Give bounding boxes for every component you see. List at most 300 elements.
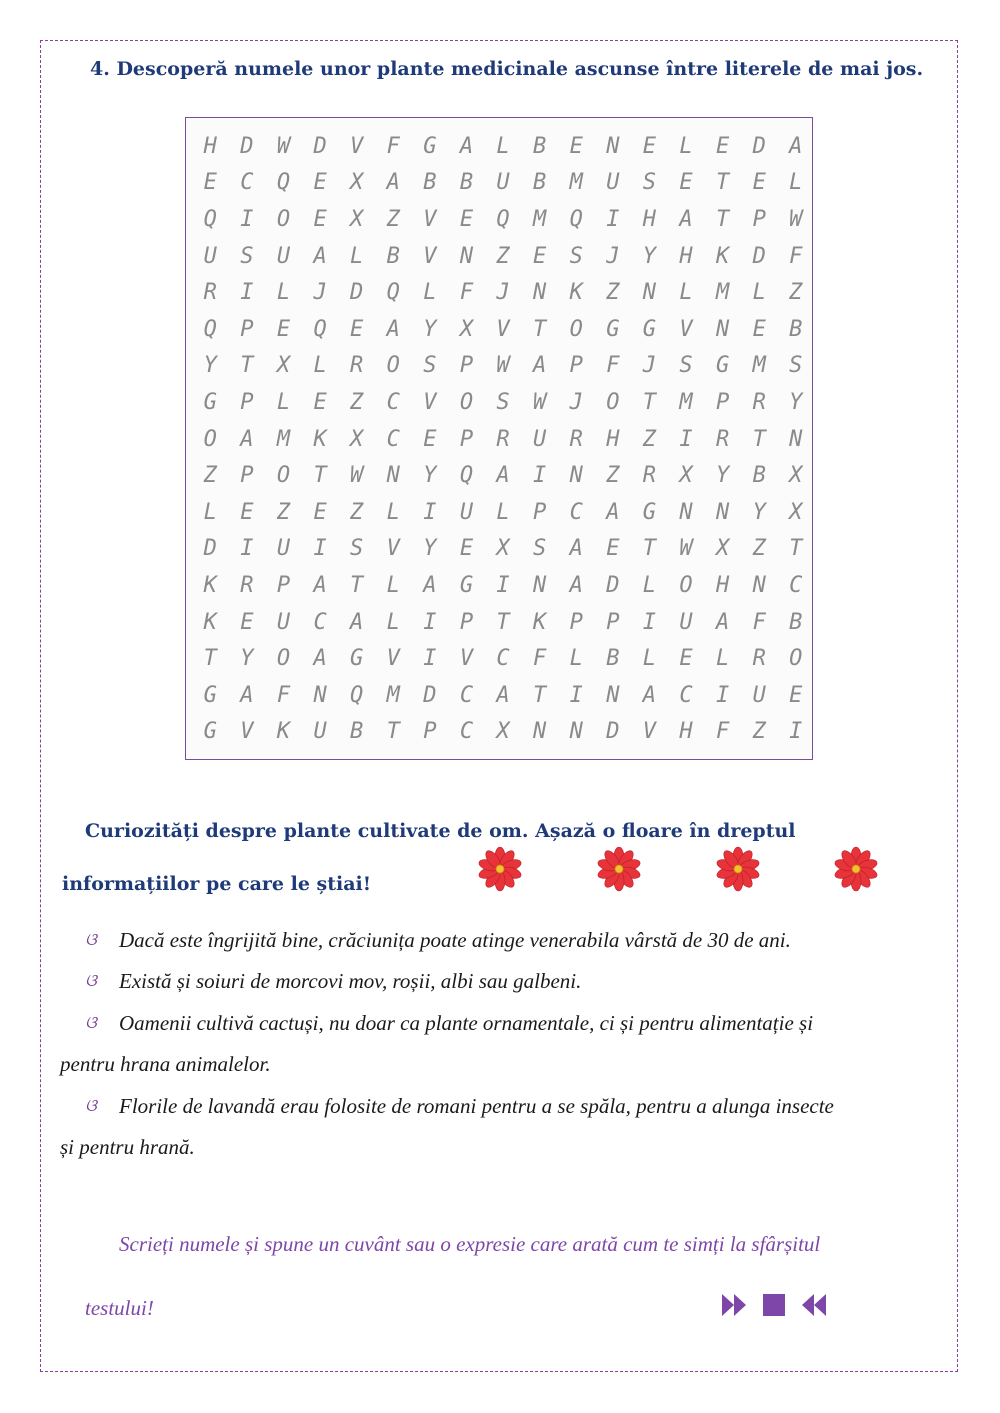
- grid-letter[interactable]: U: [606, 170, 620, 196]
- grid-letter[interactable]: L: [789, 170, 803, 196]
- grid-letter[interactable]: D: [752, 243, 766, 269]
- grid-letter[interactable]: E: [313, 206, 327, 232]
- grid-letter[interactable]: K: [715, 243, 730, 269]
- grid-letter[interactable]: L: [386, 499, 400, 525]
- grid-letter[interactable]: E: [642, 133, 657, 159]
- grid-letter[interactable]: U: [679, 609, 693, 635]
- grid-letter[interactable]: F: [276, 682, 291, 708]
- grid-letter[interactable]: C: [386, 426, 400, 452]
- grid-letter[interactable]: U: [276, 243, 291, 269]
- grid-letter[interactable]: Y: [423, 536, 437, 562]
- grid-letter[interactable]: N: [533, 572, 547, 598]
- grid-letter[interactable]: P: [752, 206, 766, 232]
- grid-letter[interactable]: E: [569, 133, 583, 159]
- grid-letter[interactable]: Z: [350, 499, 364, 525]
- grid-letter[interactable]: T: [533, 682, 547, 708]
- grid-letter[interactable]: E: [459, 206, 474, 232]
- grid-letter[interactable]: P: [423, 719, 437, 745]
- grid-letter[interactable]: P: [569, 353, 583, 379]
- grid-letter[interactable]: S: [569, 243, 583, 269]
- grid-letter[interactable]: V: [423, 389, 437, 415]
- grid-letter[interactable]: U: [752, 682, 766, 708]
- grid-letter[interactable]: N: [533, 280, 547, 306]
- grid-letter[interactable]: N: [533, 719, 547, 745]
- grid-letter[interactable]: P: [569, 609, 583, 635]
- grid-letter[interactable]: C: [459, 682, 474, 708]
- grid-letter[interactable]: A: [533, 353, 547, 379]
- grid-letter[interactable]: A: [240, 682, 254, 708]
- grid-letter[interactable]: T: [533, 316, 547, 342]
- grid-letter[interactable]: Z: [276, 499, 291, 525]
- grid-letter[interactable]: Y: [789, 389, 803, 415]
- grid-letter[interactable]: D: [240, 133, 254, 159]
- grid-letter[interactable]: G: [715, 353, 730, 379]
- grid-letter[interactable]: T: [240, 353, 254, 379]
- grid-letter[interactable]: S: [789, 353, 803, 379]
- grid-letter[interactable]: D: [606, 719, 620, 745]
- grid-letter[interactable]: E: [276, 316, 291, 342]
- grid-letter[interactable]: E: [423, 426, 437, 452]
- grid-letter[interactable]: J: [496, 280, 510, 306]
- grid-letter[interactable]: T: [313, 463, 327, 489]
- grid-letter[interactable]: W: [350, 463, 364, 489]
- grid-letter[interactable]: R: [642, 463, 657, 489]
- grid-letter[interactable]: T: [642, 536, 657, 562]
- rewind-icon[interactable]: [798, 1292, 828, 1318]
- grid-letter[interactable]: X: [496, 536, 510, 562]
- grid-letter[interactable]: C: [679, 682, 693, 708]
- grid-letter[interactable]: M: [276, 426, 291, 452]
- grid-letter[interactable]: T: [386, 719, 400, 745]
- grid-letter[interactable]: B: [533, 170, 547, 196]
- grid-letter[interactable]: G: [606, 316, 620, 342]
- grid-letter[interactable]: N: [569, 719, 583, 745]
- grid-letter[interactable]: Z: [606, 280, 620, 306]
- grid-letter[interactable]: V: [386, 646, 400, 672]
- grid-letter[interactable]: I: [715, 682, 730, 708]
- grid-letter[interactable]: H: [606, 426, 620, 452]
- grid-letter[interactable]: O: [276, 463, 291, 489]
- grid-letter[interactable]: D: [313, 133, 327, 159]
- grid-letter[interactable]: Y: [423, 316, 437, 342]
- bullet-icon: ଓ: [85, 930, 97, 950]
- grid-letter[interactable]: X: [679, 463, 693, 489]
- grid-letter[interactable]: R: [752, 389, 766, 415]
- grid-letter[interactable]: G: [350, 646, 364, 672]
- grid-letter[interactable]: I: [642, 609, 657, 635]
- grid-letter[interactable]: A: [350, 609, 364, 635]
- grid-letter[interactable]: L: [679, 280, 693, 306]
- grid-letter[interactable]: R: [569, 426, 583, 452]
- grid-letter[interactable]: L: [203, 499, 217, 525]
- grid-letter[interactable]: I: [240, 280, 254, 306]
- grid-letter[interactable]: S: [350, 536, 364, 562]
- grid-letter[interactable]: W: [276, 133, 291, 159]
- grid-letter[interactable]: G: [203, 682, 217, 708]
- grid-letter[interactable]: H: [203, 133, 217, 159]
- grid-letter[interactable]: P: [606, 609, 620, 635]
- grid-letter[interactable]: C: [496, 646, 510, 672]
- grid-letter[interactable]: A: [569, 572, 583, 598]
- grid-letter[interactable]: N: [569, 463, 583, 489]
- grid-letter[interactable]: V: [642, 719, 657, 745]
- grid-letter[interactable]: G: [203, 389, 217, 415]
- grid-letter[interactable]: C: [240, 170, 254, 196]
- grid-letter[interactable]: S: [642, 170, 657, 196]
- flower-icon[interactable]: [715, 846, 761, 892]
- grid-letter[interactable]: Q: [386, 280, 400, 306]
- grid-letter[interactable]: N: [459, 243, 474, 269]
- forward-icon[interactable]: [720, 1292, 750, 1318]
- grid-letter[interactable]: L: [642, 572, 657, 598]
- grid-letter[interactable]: L: [496, 499, 510, 525]
- grid-letter[interactable]: O: [203, 426, 217, 452]
- fact-item: Există și soiuri de morcovi mov, roșii, albi sau galbeni.: [119, 969, 582, 993]
- grid-letter[interactable]: C: [313, 609, 327, 635]
- grid-letter[interactable]: G: [459, 572, 474, 598]
- grid-letter[interactable]: A: [313, 572, 327, 598]
- grid-letter[interactable]: O: [386, 353, 400, 379]
- grid-letter[interactable]: S: [240, 243, 254, 269]
- grid-letter[interactable]: B: [423, 170, 437, 196]
- grid-letter[interactable]: K: [203, 572, 217, 598]
- grid-letter[interactable]: R: [203, 280, 217, 306]
- grid-letter[interactable]: Q: [496, 206, 510, 232]
- grid-letter[interactable]: P: [240, 463, 254, 489]
- grid-letter[interactable]: N: [606, 682, 620, 708]
- grid-letter[interactable]: V: [423, 206, 437, 232]
- grid-letter[interactable]: F: [533, 646, 547, 672]
- grid-letter[interactable]: E: [789, 682, 803, 708]
- grid-letter[interactable]: J: [569, 389, 583, 415]
- grid-letter[interactable]: A: [386, 170, 400, 196]
- grid-letter[interactable]: A: [569, 536, 583, 562]
- grid-letter[interactable]: E: [679, 646, 693, 672]
- grid-letter[interactable]: B: [533, 133, 547, 159]
- grid-letter[interactable]: J: [642, 353, 657, 379]
- grid-letter[interactable]: S: [496, 389, 510, 415]
- grid-letter[interactable]: U: [276, 536, 291, 562]
- grid-letter[interactable]: I: [313, 536, 327, 562]
- grid-letter[interactable]: A: [789, 133, 803, 159]
- grid-letter[interactable]: K: [533, 609, 547, 635]
- grid-letter[interactable]: N: [679, 499, 693, 525]
- grid-letter[interactable]: T: [752, 426, 766, 452]
- grid-letter[interactable]: M: [752, 353, 766, 379]
- grid-letter[interactable]: P: [276, 572, 291, 598]
- grid-letter[interactable]: P: [533, 499, 547, 525]
- grid-letter[interactable]: Q: [313, 316, 327, 342]
- grid-letter[interactable]: D: [350, 280, 364, 306]
- grid-letter[interactable]: U: [313, 719, 327, 745]
- grid-letter[interactable]: M: [569, 170, 583, 196]
- grid-letter[interactable]: W: [533, 389, 547, 415]
- grid-letter[interactable]: N: [642, 280, 657, 306]
- grid-letter[interactable]: L: [496, 133, 510, 159]
- grid-letter[interactable]: G: [203, 719, 217, 745]
- grid-letter[interactable]: K: [203, 609, 217, 635]
- grid-letter[interactable]: D: [423, 682, 437, 708]
- grid-letter[interactable]: V: [240, 719, 254, 745]
- grid-letter[interactable]: D: [203, 536, 217, 562]
- grid-letter[interactable]: E: [240, 609, 254, 635]
- grid-letter[interactable]: C: [569, 499, 583, 525]
- grid-letter[interactable]: M: [386, 682, 400, 708]
- grid-letter[interactable]: O: [569, 316, 583, 342]
- grid-letter[interactable]: A: [496, 463, 510, 489]
- grid-letter[interactable]: K: [276, 719, 291, 745]
- grid-letter[interactable]: P: [459, 426, 474, 452]
- grid-letter[interactable]: E: [606, 536, 620, 562]
- grid-letter[interactable]: I: [789, 719, 803, 745]
- grid-letter[interactable]: Z: [752, 536, 766, 562]
- grid-letter[interactable]: T: [203, 646, 217, 672]
- grid-letter[interactable]: W: [679, 536, 693, 562]
- grid-letter[interactable]: A: [606, 499, 620, 525]
- grid-letter[interactable]: L: [715, 646, 730, 672]
- grid-letter[interactable]: X: [276, 353, 291, 379]
- grid-letter[interactable]: A: [423, 572, 437, 598]
- grid-letter[interactable]: E: [752, 316, 766, 342]
- grid-letter[interactable]: K: [313, 426, 327, 452]
- grid-letter[interactable]: Q: [350, 682, 364, 708]
- grid-letter[interactable]: V: [679, 316, 693, 342]
- grid-letter[interactable]: U: [459, 499, 474, 525]
- grid-letter[interactable]: N: [752, 572, 766, 598]
- grid-letter[interactable]: F: [386, 133, 400, 159]
- grid-letter[interactable]: L: [276, 389, 291, 415]
- grid-letter[interactable]: Z: [642, 426, 657, 452]
- grid-letter[interactable]: I: [679, 426, 693, 452]
- grid-letter[interactable]: C: [789, 572, 803, 598]
- grid-letter[interactable]: M: [533, 206, 547, 232]
- grid-letter[interactable]: G: [642, 316, 657, 342]
- grid-letter[interactable]: R: [240, 572, 254, 598]
- grid-letter[interactable]: E: [240, 499, 254, 525]
- grid-letter[interactable]: X: [350, 170, 364, 196]
- grid-letter[interactable]: H: [679, 719, 693, 745]
- grid-letter[interactable]: F: [752, 609, 766, 635]
- grid-letter[interactable]: T: [789, 536, 803, 562]
- grid-letter[interactable]: U: [203, 243, 217, 269]
- grid-letter[interactable]: N: [715, 499, 730, 525]
- grid-letter[interactable]: E: [459, 536, 474, 562]
- grid-letter[interactable]: B: [789, 609, 803, 635]
- grid-letter[interactable]: B: [459, 170, 474, 196]
- grid-letter[interactable]: A: [642, 682, 657, 708]
- grid-letter[interactable]: Y: [642, 243, 657, 269]
- grid-letter[interactable]: L: [752, 280, 766, 306]
- grid-letter[interactable]: A: [715, 609, 730, 635]
- grid-letter[interactable]: X: [350, 206, 364, 232]
- grid-letter[interactable]: G: [642, 499, 657, 525]
- grid-letter[interactable]: Y: [203, 353, 217, 379]
- grid-letter[interactable]: Q: [203, 316, 217, 342]
- grid-letter[interactable]: X: [715, 536, 730, 562]
- grid-letter[interactable]: V: [459, 646, 474, 672]
- grid-letter[interactable]: P: [240, 316, 254, 342]
- grid-letter[interactable]: I: [496, 572, 510, 598]
- grid-letter[interactable]: Q: [276, 170, 291, 196]
- grid-letter[interactable]: W: [496, 353, 510, 379]
- grid-letter[interactable]: H: [715, 572, 730, 598]
- stop-icon[interactable]: [762, 1293, 786, 1317]
- grid-letter[interactable]: B: [386, 243, 400, 269]
- grid-letter[interactable]: E: [313, 170, 327, 196]
- grid-letter[interactable]: N: [715, 316, 730, 342]
- grid-letter[interactable]: V: [423, 243, 437, 269]
- grid-letter[interactable]: B: [789, 316, 803, 342]
- grid-letter[interactable]: Z: [386, 206, 400, 232]
- grid-letter[interactable]: C: [386, 389, 400, 415]
- grid-letter[interactable]: L: [350, 243, 364, 269]
- grid-letter[interactable]: E: [752, 170, 766, 196]
- flower-icon[interactable]: [596, 846, 642, 892]
- grid-letter[interactable]: T: [496, 609, 510, 635]
- grid-letter[interactable]: X: [459, 316, 474, 342]
- grid-letter[interactable]: C: [459, 719, 474, 745]
- grid-letter[interactable]: L: [313, 353, 327, 379]
- grid-letter[interactable]: U: [533, 426, 547, 452]
- grid-letter[interactable]: P: [715, 389, 730, 415]
- grid-letter[interactable]: R: [350, 353, 364, 379]
- grid-letter[interactable]: P: [459, 353, 474, 379]
- grid-letter[interactable]: O: [789, 646, 803, 672]
- grid-letter[interactable]: Z: [752, 719, 766, 745]
- grid-letter[interactable]: I: [240, 536, 254, 562]
- grid-letter[interactable]: L: [423, 280, 437, 306]
- grid-letter[interactable]: V: [386, 536, 400, 562]
- grid-letter[interactable]: Y: [240, 646, 254, 672]
- grid-letter[interactable]: A: [313, 646, 327, 672]
- grid-letter[interactable]: T: [715, 170, 730, 196]
- grid-letter[interactable]: A: [459, 133, 474, 159]
- grid-letter[interactable]: O: [276, 646, 291, 672]
- grid-letter[interactable]: R: [496, 426, 510, 452]
- grid-letter[interactable]: T: [642, 389, 657, 415]
- grid-letter[interactable]: E: [313, 499, 327, 525]
- grid-letter[interactable]: L: [276, 280, 291, 306]
- grid-letter[interactable]: A: [313, 243, 327, 269]
- grid-letter[interactable]: L: [386, 572, 400, 598]
- grid-letter[interactable]: M: [679, 389, 693, 415]
- grid-letter[interactable]: O: [459, 389, 474, 415]
- grid-letter[interactable]: R: [715, 426, 730, 452]
- grid-letter[interactable]: S: [423, 353, 437, 379]
- grid-letter[interactable]: A: [240, 426, 254, 452]
- grid-letter[interactable]: I: [606, 206, 620, 232]
- flower-icon[interactable]: [477, 846, 523, 892]
- grid-letter[interactable]: L: [642, 646, 657, 672]
- grid-letter[interactable]: F: [789, 243, 803, 269]
- grid-letter[interactable]: A: [679, 206, 693, 232]
- grid-letter[interactable]: Y: [423, 463, 437, 489]
- grid-letter[interactable]: Z: [203, 463, 217, 489]
- grid-letter[interactable]: I: [423, 646, 437, 672]
- grid-letter[interactable]: I: [423, 609, 437, 635]
- grid-letter[interactable]: H: [679, 243, 693, 269]
- grid-letter[interactable]: Z: [606, 463, 620, 489]
- grid-letter[interactable]: Z: [496, 243, 510, 269]
- grid-letter[interactable]: J: [606, 243, 620, 269]
- grid-letter[interactable]: Z: [350, 389, 364, 415]
- grid-letter[interactable]: D: [752, 133, 766, 159]
- grid-letter[interactable]: F: [606, 353, 620, 379]
- grid-letter[interactable]: I: [569, 682, 583, 708]
- grid-letter[interactable]: N: [386, 463, 400, 489]
- grid-letter[interactable]: H: [642, 206, 657, 232]
- grid-letter[interactable]: B: [350, 719, 364, 745]
- grid-letter[interactable]: B: [606, 646, 620, 672]
- grid-letter[interactable]: X: [789, 499, 803, 525]
- fact-item: Dacă este îngrijită bine, crăciunița poate atinge venerabila vârstă de 30 de ani.: [119, 928, 791, 952]
- grid-letter[interactable]: X: [496, 719, 510, 745]
- grid-letter[interactable]: N: [789, 426, 803, 452]
- grid-letter[interactable]: L: [386, 609, 400, 635]
- grid-letter[interactable]: E: [679, 170, 693, 196]
- grid-letter[interactable]: F: [459, 280, 474, 306]
- grid-letter[interactable]: O: [679, 572, 693, 598]
- grid-letter[interactable]: G: [423, 133, 437, 159]
- grid-letter[interactable]: B: [752, 463, 766, 489]
- grid-letter[interactable]: I: [423, 499, 437, 525]
- grid-letter[interactable]: N: [313, 682, 327, 708]
- grid-letter[interactable]: T: [715, 206, 730, 232]
- grid-letter[interactable]: F: [715, 719, 730, 745]
- grid-letter[interactable]: L: [679, 133, 693, 159]
- grid-letter[interactable]: E: [350, 316, 364, 342]
- grid-letter[interactable]: E: [313, 389, 327, 415]
- grid-letter[interactable]: S: [533, 536, 547, 562]
- grid-letter[interactable]: I: [240, 206, 254, 232]
- grid-letter[interactable]: W: [789, 206, 803, 232]
- grid-letter[interactable]: K: [569, 280, 583, 306]
- grid-letter[interactable]: Z: [789, 280, 803, 306]
- grid-letter[interactable]: U: [276, 609, 291, 635]
- grid-letter[interactable]: E: [533, 243, 547, 269]
- grid-letter[interactable]: J: [313, 280, 327, 306]
- grid-letter[interactable]: O: [276, 206, 291, 232]
- bullet-icon: ଓ: [85, 971, 97, 991]
- grid-letter[interactable]: Q: [203, 206, 217, 232]
- grid-letter[interactable]: N: [606, 133, 620, 159]
- grid-letter[interactable]: D: [606, 572, 620, 598]
- grid-letter[interactable]: V: [350, 133, 364, 159]
- grid-letter[interactable]: R: [752, 646, 766, 672]
- grid-letter[interactable]: X: [789, 463, 803, 489]
- grid-letter[interactable]: A: [386, 316, 400, 342]
- grid-letter[interactable]: M: [715, 280, 730, 306]
- grid-letter[interactable]: L: [569, 646, 583, 672]
- grid-letter[interactable]: E: [715, 133, 730, 159]
- grid-letter[interactable]: P: [240, 389, 254, 415]
- grid-letter[interactable]: Q: [569, 206, 583, 232]
- grid-letter[interactable]: A: [496, 682, 510, 708]
- grid-letter[interactable]: Y: [715, 463, 730, 489]
- grid-letter[interactable]: U: [496, 170, 510, 196]
- grid-letter[interactable]: O: [606, 389, 620, 415]
- grid-letter[interactable]: S: [679, 353, 693, 379]
- grid-letter[interactable]: V: [496, 316, 510, 342]
- grid-letter[interactable]: X: [350, 426, 364, 452]
- grid-letter[interactable]: E: [203, 170, 217, 196]
- grid-letter[interactable]: P: [459, 609, 474, 635]
- grid-letter[interactable]: T: [350, 572, 364, 598]
- grid-letter[interactable]: Y: [752, 499, 766, 525]
- grid-letter[interactable]: Q: [459, 463, 474, 489]
- grid-letter[interactable]: I: [533, 463, 547, 489]
- flower-icon[interactable]: [833, 846, 879, 892]
